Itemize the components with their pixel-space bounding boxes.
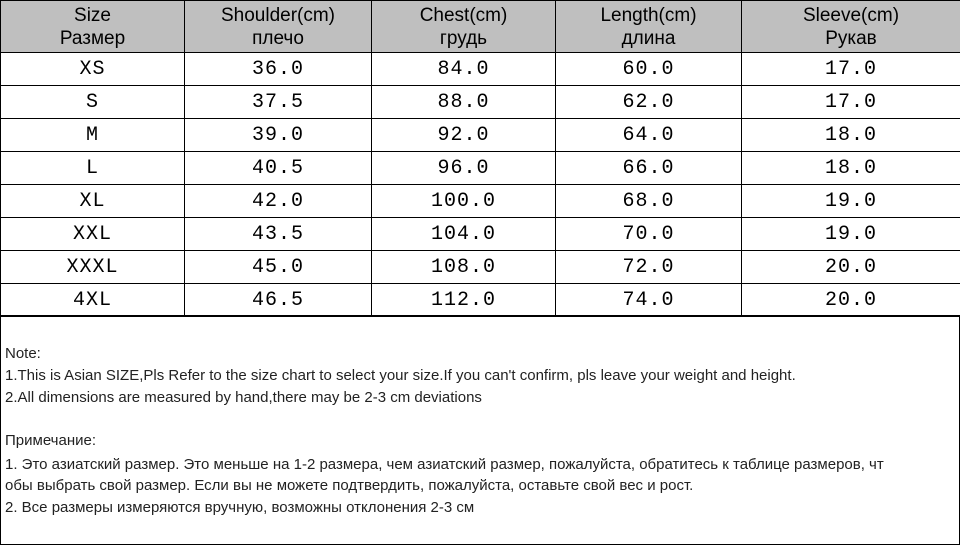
cell-chest: 108.0 xyxy=(372,251,556,284)
cell-length: 64.0 xyxy=(556,119,742,152)
cell-chest: 84.0 xyxy=(372,53,556,86)
cell-length: 60.0 xyxy=(556,53,742,86)
header-chest-ru: грудь xyxy=(439,27,488,49)
cell-length: 62.0 xyxy=(556,86,742,119)
cell-sleeve: 17.0 xyxy=(742,86,960,119)
cell-chest: 88.0 xyxy=(372,86,556,119)
header-chest xyxy=(372,1,556,53)
cell-size: 4XL xyxy=(1,284,185,317)
cell-shoulder: 46.5 xyxy=(185,284,372,317)
cell-sleeve: 18.0 xyxy=(742,119,960,152)
cell-shoulder: 36.0 xyxy=(185,53,372,86)
note-line-ru-1a: 1. Это азиатский размер. Это меньше на 1-2 размера, чем азиатский размер, пожалуйста, обратитесь к таблице размеров, чт xyxy=(5,456,884,473)
notes-box xyxy=(0,315,960,545)
cell-shoulder: 39.0 xyxy=(185,119,372,152)
cell-size: L xyxy=(1,152,185,185)
cell-shoulder: 40.5 xyxy=(185,152,372,185)
table-row xyxy=(1,152,960,185)
table-row xyxy=(1,284,960,317)
table-row xyxy=(1,185,960,218)
cell-chest: 96.0 xyxy=(372,152,556,185)
cell-size: XL xyxy=(1,185,185,218)
cell-sleeve: 20.0 xyxy=(742,284,960,317)
cell-sleeve: 19.0 xyxy=(742,185,960,218)
cell-chest: 104.0 xyxy=(372,218,556,251)
header-length-en: Length(cm) xyxy=(600,4,697,26)
cell-sleeve: 19.0 xyxy=(742,218,960,251)
cell-size: XXXL xyxy=(1,251,185,284)
cell-chest: 112.0 xyxy=(372,284,556,317)
cell-size: XS xyxy=(1,53,185,86)
cell-length: 72.0 xyxy=(556,251,742,284)
table-body xyxy=(1,53,960,317)
cell-length: 74.0 xyxy=(556,284,742,317)
cell-size: XXL xyxy=(1,218,185,251)
table-row xyxy=(1,251,960,284)
note-line-en-2: 2.All dimensions are measured by hand,there may be 2-3 cm deviations xyxy=(5,389,482,406)
table-header xyxy=(1,1,960,53)
note-title-en: Note: xyxy=(5,345,41,362)
header-length-ru: длина xyxy=(621,27,676,49)
cell-sleeve: 18.0 xyxy=(742,152,960,185)
cell-sleeve: 20.0 xyxy=(742,251,960,284)
header-sleeve-ru: Рукав xyxy=(825,27,877,49)
header-shoulder-en: Shoulder(cm) xyxy=(220,4,336,26)
cell-size: M xyxy=(1,119,185,152)
table-row xyxy=(1,218,960,251)
cell-chest: 92.0 xyxy=(372,119,556,152)
cell-shoulder: 37.5 xyxy=(185,86,372,119)
cell-chest: 100.0 xyxy=(372,185,556,218)
table-row xyxy=(1,86,960,119)
cell-size: S xyxy=(1,86,185,119)
header-shoulder xyxy=(185,1,372,53)
note-title-ru: Примечание: xyxy=(5,432,96,449)
header-sleeve xyxy=(742,1,960,53)
header-size xyxy=(1,1,185,53)
header-chest-en: Chest(cm) xyxy=(419,4,508,26)
table-row xyxy=(1,119,960,152)
cell-length: 66.0 xyxy=(556,152,742,185)
cell-sleeve: 17.0 xyxy=(742,53,960,86)
cell-length: 68.0 xyxy=(556,185,742,218)
header-sleeve-en: Sleeve(cm) xyxy=(802,4,900,26)
cell-length: 70.0 xyxy=(556,218,742,251)
header-size-ru: Размер xyxy=(59,27,126,49)
header-length xyxy=(556,1,742,53)
cell-shoulder: 43.5 xyxy=(185,218,372,251)
cell-shoulder: 42.0 xyxy=(185,185,372,218)
note-line-ru-1b: обы выбрать свой размер. Если вы не можете подтвердить, пожалуйста, оставьте свой вес и рост. xyxy=(5,477,694,494)
header-shoulder-ru: плечо xyxy=(252,27,304,49)
table-row xyxy=(1,53,960,86)
note-line-ru-2: 2. Все размеры измеряются вручную, возможны отклонения 2-3 см xyxy=(5,499,475,516)
header-row xyxy=(1,1,960,53)
header-size-en: Size xyxy=(74,4,111,26)
note-line-en-1: 1.This is Asian SIZE,Pls Refer to the size chart to select your size.If you can't confirm, pls leave your weight and height. xyxy=(5,367,796,384)
cell-shoulder: 45.0 xyxy=(185,251,372,284)
